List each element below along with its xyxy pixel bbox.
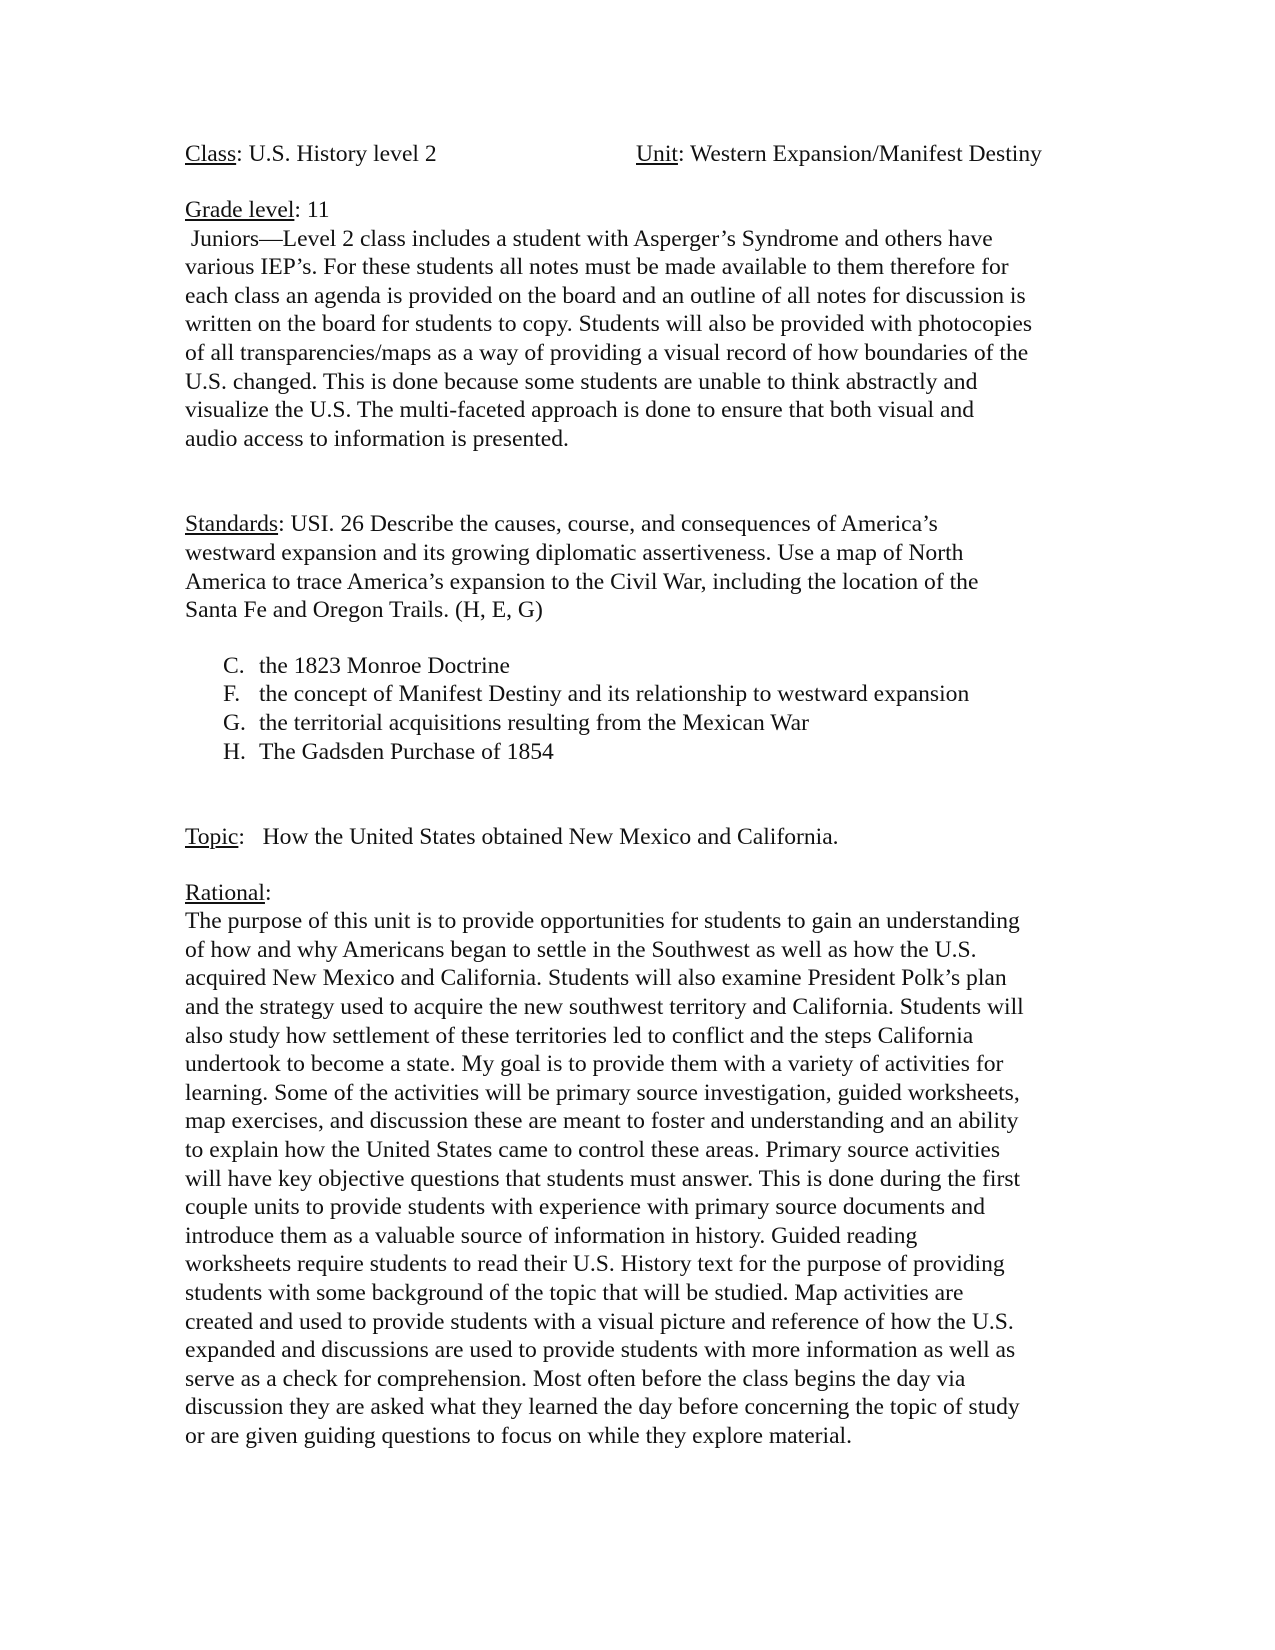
standards-heading bbox=[185, 510, 1105, 539]
unit-label: Unit bbox=[636, 141, 678, 167]
rational-section bbox=[185, 879, 1105, 1451]
grade-heading bbox=[185, 196, 1105, 225]
list-item-letter: G. bbox=[223, 709, 246, 736]
grade-line: audio access to information is presented. bbox=[185, 425, 569, 452]
topic-line bbox=[185, 823, 1105, 852]
standards-first-line: : USI. 26 Describe the causes, course, and consequences of America’s bbox=[278, 511, 938, 538]
class-field bbox=[185, 141, 437, 167]
grade-section bbox=[185, 196, 1105, 453]
grade-line: each class an agenda is provided on the board and an outline of all notes for discussion is bbox=[185, 282, 1026, 309]
rational-line: The purpose of this unit is to provide opportunities for students to gain an understanding bbox=[185, 908, 1020, 935]
grade-line: written on the board for students to copy. Students will also be provided with photocopies bbox=[185, 311, 1033, 338]
rational-line: to explain how the United States came to control these areas. Primary source activities bbox=[185, 1137, 1001, 1164]
rational-line: acquired New Mexico and California. Students will also examine President Polk’s plan bbox=[185, 965, 1007, 992]
unit-value: : Western Expansion/Manifest Destiny bbox=[677, 141, 1042, 167]
rational-line: created and used to provide students with a visual picture and reference of how the U.S. bbox=[185, 1308, 1014, 1335]
rational-line: worksheets require students to read their U.S. History text for the purpose of providing bbox=[185, 1251, 1005, 1278]
rational-line: also study how settlement of these territories led to conflict and the steps California bbox=[185, 1022, 974, 1049]
grade-line: U.S. changed. This is done because some students are unable to think abstractly and bbox=[185, 368, 978, 395]
grade-line: various IEP’s. For these students all notes must be made available to them therefore for bbox=[185, 254, 1009, 281]
grade-line: visualize the U.S. The multi-faceted approach is done to ensure that both visual and bbox=[185, 397, 975, 424]
list-item-letter: C. bbox=[223, 652, 245, 679]
grade-line: of all transparencies/maps as a way of providing a visual record of how boundaries of the bbox=[185, 339, 1029, 366]
list-item bbox=[185, 738, 1105, 767]
list-item bbox=[185, 652, 1105, 681]
list-item-text: the 1823 Monroe Doctrine bbox=[259, 652, 510, 679]
list-item bbox=[185, 709, 1105, 738]
list-item bbox=[185, 680, 1105, 709]
rational-line: undertook to become a state. My goal is to provide them with a variety of activities for bbox=[185, 1051, 1004, 1078]
standards-section bbox=[185, 510, 1105, 624]
rational-heading bbox=[185, 879, 1105, 908]
rational-line: students with some background of the topic that will be studied. Map activities are bbox=[185, 1280, 964, 1306]
rational-line: serve as a check for comprehension. Most often before the class begins the day via bbox=[185, 1365, 966, 1392]
rational-colon: : bbox=[264, 879, 272, 906]
rational-line: map exercises, and discussion these are meant to foster and understanding and an ability bbox=[185, 1108, 1019, 1135]
grade-line: Juniors—Level 2 class includes a student with Asperger’s Syndrome and others have bbox=[185, 225, 993, 252]
rational-line: will have key objective questions that students must answer. This is done during the first bbox=[185, 1165, 1021, 1192]
class-label: Class bbox=[185, 141, 237, 167]
topic-label: Topic bbox=[185, 824, 239, 851]
document-body bbox=[185, 140, 1105, 1451]
rational-label: Rational bbox=[185, 879, 265, 906]
class-value: : U.S. History level 2 bbox=[236, 141, 437, 167]
standards-line: westward expansion and its growing diplomatic assertiveness. Use a map of North bbox=[185, 539, 964, 566]
rational-line: couple units to provide students with experience with primary source documents and bbox=[185, 1194, 986, 1221]
unit-field bbox=[636, 140, 1042, 169]
rational-line: discussion they are asked what they learned the day before concerning the topic of study bbox=[185, 1394, 1020, 1421]
standards-line: Santa Fe and Oregon Trails. (H, E, G) bbox=[185, 597, 543, 624]
topic-section bbox=[185, 823, 1105, 852]
list-item-letter: F. bbox=[223, 681, 241, 708]
topic-value: : How the United States obtained New Mexico and California. bbox=[238, 824, 839, 851]
list-item-letter: H. bbox=[223, 738, 246, 765]
standards-label: Standards bbox=[185, 511, 279, 538]
rational-line: learning. Some of the activities will be primary source investigation, guided worksheets, bbox=[185, 1079, 1020, 1106]
standards-line: America to trace America’s expansion to the Civil War, including the location of the bbox=[185, 568, 979, 595]
rational-line: of how and why Americans began to settle in the Southwest as well as how the U.S. bbox=[185, 936, 977, 963]
grade-value: : 11 bbox=[294, 197, 330, 223]
list-item-text: The Gadsden Purchase of 1854 bbox=[259, 738, 554, 765]
rational-line: introduce them as a valuable source of information in history. Guided reading bbox=[185, 1222, 918, 1249]
grade-label: Grade level bbox=[185, 197, 295, 223]
header-row bbox=[185, 140, 1105, 169]
rational-line: or are given guiding questions to focus on while they explore material. bbox=[185, 1422, 853, 1449]
list-item-text: the concept of Manifest Destiny and its relationship to westward expansion bbox=[259, 681, 970, 708]
rational-line: expanded and discussions are used to provide students with more information as well as bbox=[185, 1337, 1016, 1364]
standards-list bbox=[185, 652, 1105, 766]
list-item-text: the territorial acquisitions resulting from the Mexican War bbox=[259, 709, 809, 736]
rational-line: and the strategy used to acquire the new southwest territory and California. Students will bbox=[185, 994, 1024, 1021]
